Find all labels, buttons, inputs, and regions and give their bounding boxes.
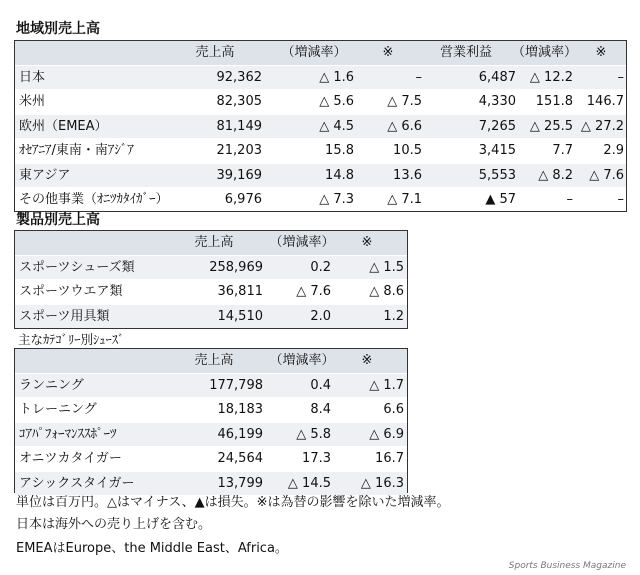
product-table-row: [15, 304, 407, 329]
category-value-cell: 6.6: [383, 402, 404, 417]
product-value-cell: 1.2: [383, 308, 404, 324]
region-value-cell: 4,330: [478, 94, 516, 109]
region-value-cell: –: [617, 192, 624, 207]
category-value-cell: △ 14.5: [287, 475, 331, 491]
category-header-row: [15, 349, 407, 373]
category-row-label: アシックスタイガー: [19, 475, 135, 491]
product-row-label: スポーツ用具類: [19, 308, 110, 324]
product-row-label: スポーツシューズ類: [19, 259, 135, 275]
product-row-label: スポーツウエア類: [19, 284, 123, 299]
region-row-label: 欧州（EMEA）: [19, 118, 108, 134]
product-value-cell: 36,811: [217, 284, 263, 299]
category-value-cell: △ 1.7: [369, 377, 404, 393]
region-value-cell: 5,553: [478, 167, 516, 183]
region-row-label: ｵｾｱﾆｱ/東南・南ｱｼﾞｱ: [19, 143, 134, 158]
region-value-cell: △ 4.5: [319, 118, 354, 134]
product-value-cell: 258,969: [209, 259, 263, 275]
category-table-row: [15, 397, 407, 422]
category-header-cell: ※: [361, 353, 373, 368]
region-header-cell: 売上高: [195, 45, 235, 60]
category-row-label: オニツカタイガー: [19, 451, 122, 466]
region-value-cell: ▲ 57: [485, 192, 516, 207]
product-value-cell: △ 1.5: [369, 259, 404, 275]
region-value-cell: 146.7: [586, 94, 624, 109]
region-value-cell: 3,415: [478, 143, 516, 158]
region-value-cell: 14.8: [325, 167, 354, 183]
product-sales-table: [14, 230, 408, 329]
category-value-cell: △ 5.8: [296, 426, 331, 442]
category-value-cell: △ 6.9: [369, 426, 404, 442]
category-value-cell: 17.3: [302, 451, 331, 466]
category-row-label: ランニング: [19, 377, 84, 393]
note-emea: EMEAはEurope、the Middle East、Africa。: [16, 541, 288, 556]
category-value-cell: 24,564: [217, 451, 263, 466]
region-header-cell: ※: [382, 45, 394, 60]
region-value-cell: △ 7.5: [387, 94, 422, 109]
category-section-title: 主なｶﾃｺﾞﾘｰ別ｼｭｰｽﾞ: [18, 332, 125, 347]
region-value-cell: △ 8.2: [538, 167, 573, 183]
category-value-cell: 16.7: [375, 451, 404, 466]
category-table-row: [15, 373, 407, 398]
region-section-title: 地域別売上高: [16, 21, 100, 37]
product-value-cell: 2.0: [310, 308, 331, 324]
product-table-row: [15, 279, 407, 304]
category-table-row: [15, 422, 407, 447]
region-value-cell: 39,169: [216, 167, 262, 183]
region-value-cell: △ 27.2: [580, 118, 624, 134]
credit-text: Sports Business Magazine: [508, 561, 626, 571]
category-value-cell: 18,183: [217, 402, 263, 417]
region-value-cell: △ 6.6: [387, 118, 422, 134]
category-header-cell: 売上高: [194, 353, 234, 368]
region-value-cell: 7.7: [552, 143, 573, 158]
product-value-cell: 14,510: [217, 308, 263, 324]
region-table-row: [15, 89, 626, 114]
category-shoes-table: [14, 348, 408, 493]
region-value-cell: 13.6: [393, 167, 422, 183]
category-value-cell: 8.4: [310, 402, 331, 417]
region-header-row: [15, 41, 626, 65]
product-header-cell: ※: [361, 235, 373, 250]
region-table-row: [15, 65, 626, 90]
region-value-cell: 6,976: [224, 192, 262, 207]
region-value-cell: 82,305: [216, 94, 262, 109]
note-units: 単位は百万円。△はマイナス、▲は損失。※は為替の影響を除いた増減率。: [16, 495, 450, 510]
note-japan: 日本は海外への売り上げを含む。: [16, 517, 212, 532]
region-value-cell: △ 5.6: [319, 94, 354, 109]
region-value-cell: △ 7.3: [319, 192, 354, 207]
region-row-label: 東アジア: [19, 167, 71, 183]
region-value-cell: 2.9: [603, 143, 624, 158]
region-table-row: [15, 138, 626, 163]
region-value-cell: △ 7.6: [589, 167, 624, 183]
product-header-cell: 売上高: [194, 235, 234, 250]
region-row-label: その他事業（ｵﾆﾂｶﾀｲｶﾞｰ）: [19, 192, 169, 207]
category-header-cell: （増減率）: [269, 353, 335, 368]
category-table-row: [15, 471, 407, 496]
region-value-cell: –: [566, 192, 573, 207]
category-row-label: トレーニング: [19, 402, 97, 417]
product-table-row: [15, 255, 407, 280]
region-value-cell: △ 7.1: [387, 192, 422, 207]
category-value-cell: 46,199: [217, 426, 263, 442]
region-sales-table: [14, 40, 627, 212]
region-header-cell: （増減率）: [281, 45, 347, 60]
category-table-row: [15, 446, 407, 471]
product-value-cell: △ 8.6: [369, 284, 404, 299]
product-section-title: 製品別売上高: [16, 212, 100, 228]
region-value-cell: 21,203: [216, 143, 262, 158]
region-table-row: [15, 114, 626, 139]
product-value-cell: 0.2: [310, 259, 331, 275]
region-table-row: [15, 187, 626, 212]
region-value-cell: 81,149: [216, 118, 262, 134]
region-table-row: [15, 163, 626, 188]
region-value-cell: 15.8: [325, 143, 354, 158]
product-header-row: [15, 231, 407, 255]
region-value-cell: 6,487: [478, 69, 516, 85]
region-value-cell: △ 12.2: [529, 69, 573, 85]
region-header-cell: ※: [595, 45, 607, 60]
region-value-cell: 92,362: [216, 69, 262, 85]
region-value-cell: △ 1.6: [319, 69, 354, 85]
region-value-cell: 10.5: [393, 143, 422, 158]
category-value-cell: 0.4: [310, 377, 331, 393]
product-value-cell: △ 7.6: [296, 284, 331, 299]
region-row-label: 米州: [19, 94, 46, 109]
region-value-cell: 151.8: [535, 94, 573, 109]
category-value-cell: △ 16.3: [360, 475, 404, 491]
category-value-cell: 13,799: [217, 475, 263, 491]
region-value-cell: –: [415, 69, 422, 85]
region-value-cell: 7,265: [478, 118, 516, 134]
category-value-cell: 177,798: [209, 377, 263, 393]
product-header-cell: （増減率）: [269, 235, 335, 250]
category-row-label: ｺｱﾊﾟﾌｫｰﾏﾝｽｽﾎﾟｰﾂ: [19, 426, 117, 442]
region-value-cell: –: [617, 69, 624, 85]
region-header-cell: （増減率）: [512, 45, 578, 60]
region-header-cell: 営業利益: [439, 45, 492, 60]
region-row-label: 日本: [19, 69, 46, 85]
region-value-cell: △ 25.5: [529, 118, 573, 134]
